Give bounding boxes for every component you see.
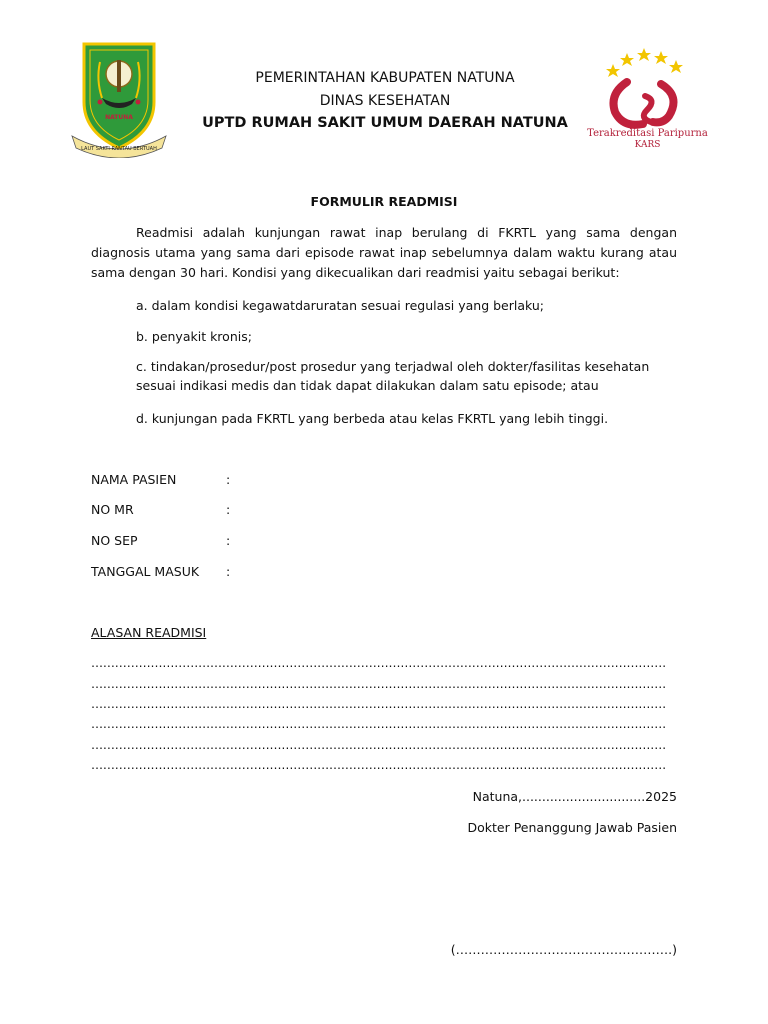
place-date: Natuna,...............................2025 (472, 789, 677, 804)
field-colon: : (226, 564, 231, 579)
natuna-regency-emblem-icon (70, 40, 168, 158)
exception-item: c. tindakan/prosedur/post prosedur yang terjadwal oleh dokter/fasilitas kesehatan sesuai indikasi medis dan tidak dapat dilakukan dalam satu episode; atau (136, 359, 650, 393)
field-colon: : (226, 502, 231, 517)
emblem-caption: NATUNA (105, 114, 133, 121)
field-label-sep-number: NO SEP (91, 533, 138, 548)
exception-item: a. dalam kondisi kegawatdaruratan sesuai regulasi yang berlaku; (136, 298, 545, 313)
field-colon: : (226, 472, 231, 487)
field-colon: : (226, 533, 231, 548)
field-label-patient-name: NAMA PASIEN (91, 472, 177, 487)
reason-line: ………………………………………………………………………………………………………………………………. (91, 656, 666, 670)
kars-name: KARS (634, 140, 661, 150)
reason-line: ………………………………………………………………………………………………………………………………. (91, 738, 666, 752)
header-government: PEMERINTAHAN KABUPATEN NATUNA (255, 70, 515, 86)
kars-caption: Terakreditasi Paripurna (587, 128, 708, 139)
reason-line: ………………………………………………………………………………………………………………………………. (91, 697, 666, 711)
signature-blank: (…………………………………………….) (450, 942, 677, 957)
field-label-mr-number: NO MR (91, 502, 134, 517)
reason-line: ………………………………………………………………………………………………………………………………. (91, 758, 666, 772)
reason-line: ………………………………………………………………………………………………………………………………. (91, 677, 666, 691)
form-title: FORMULIR READMISI (310, 194, 458, 209)
reason-heading: ALASAN READMISI (91, 625, 207, 640)
reason-line: ………………………………………………………………………………………………………………………………. (91, 717, 666, 731)
field-label-admission-date: TANGGAL MASUK (91, 564, 200, 579)
header-hospital: UPTD RUMAH SAKIT UMUM DAERAH NATUNA (202, 115, 568, 131)
exception-item: d. kunjungan pada FKRTL yang berbeda atau kelas FKRTL yang lebih tinggi. (136, 411, 609, 426)
intro-paragraph: Readmisi adalah kunjungan rawat inap berulang di FKRTL yang sama dengan diagnosis utama yang sama dari episode rawat inap sebelumnya dalam waktu kurang atau sama dengan 30 hari. Kondisi yang dikecualikan dari readmisi yaitu sebagai berikut: (91, 225, 677, 280)
header-department: DINAS KESEHATAN (319, 93, 451, 109)
exception-item: b. penyakit kronis; (136, 329, 252, 344)
emblem-ribbon-text: LAUT SAKTI RANTAU BERTUAH (81, 146, 157, 152)
signer-title: Dokter Penanggung Jawab Pasien (467, 820, 677, 835)
